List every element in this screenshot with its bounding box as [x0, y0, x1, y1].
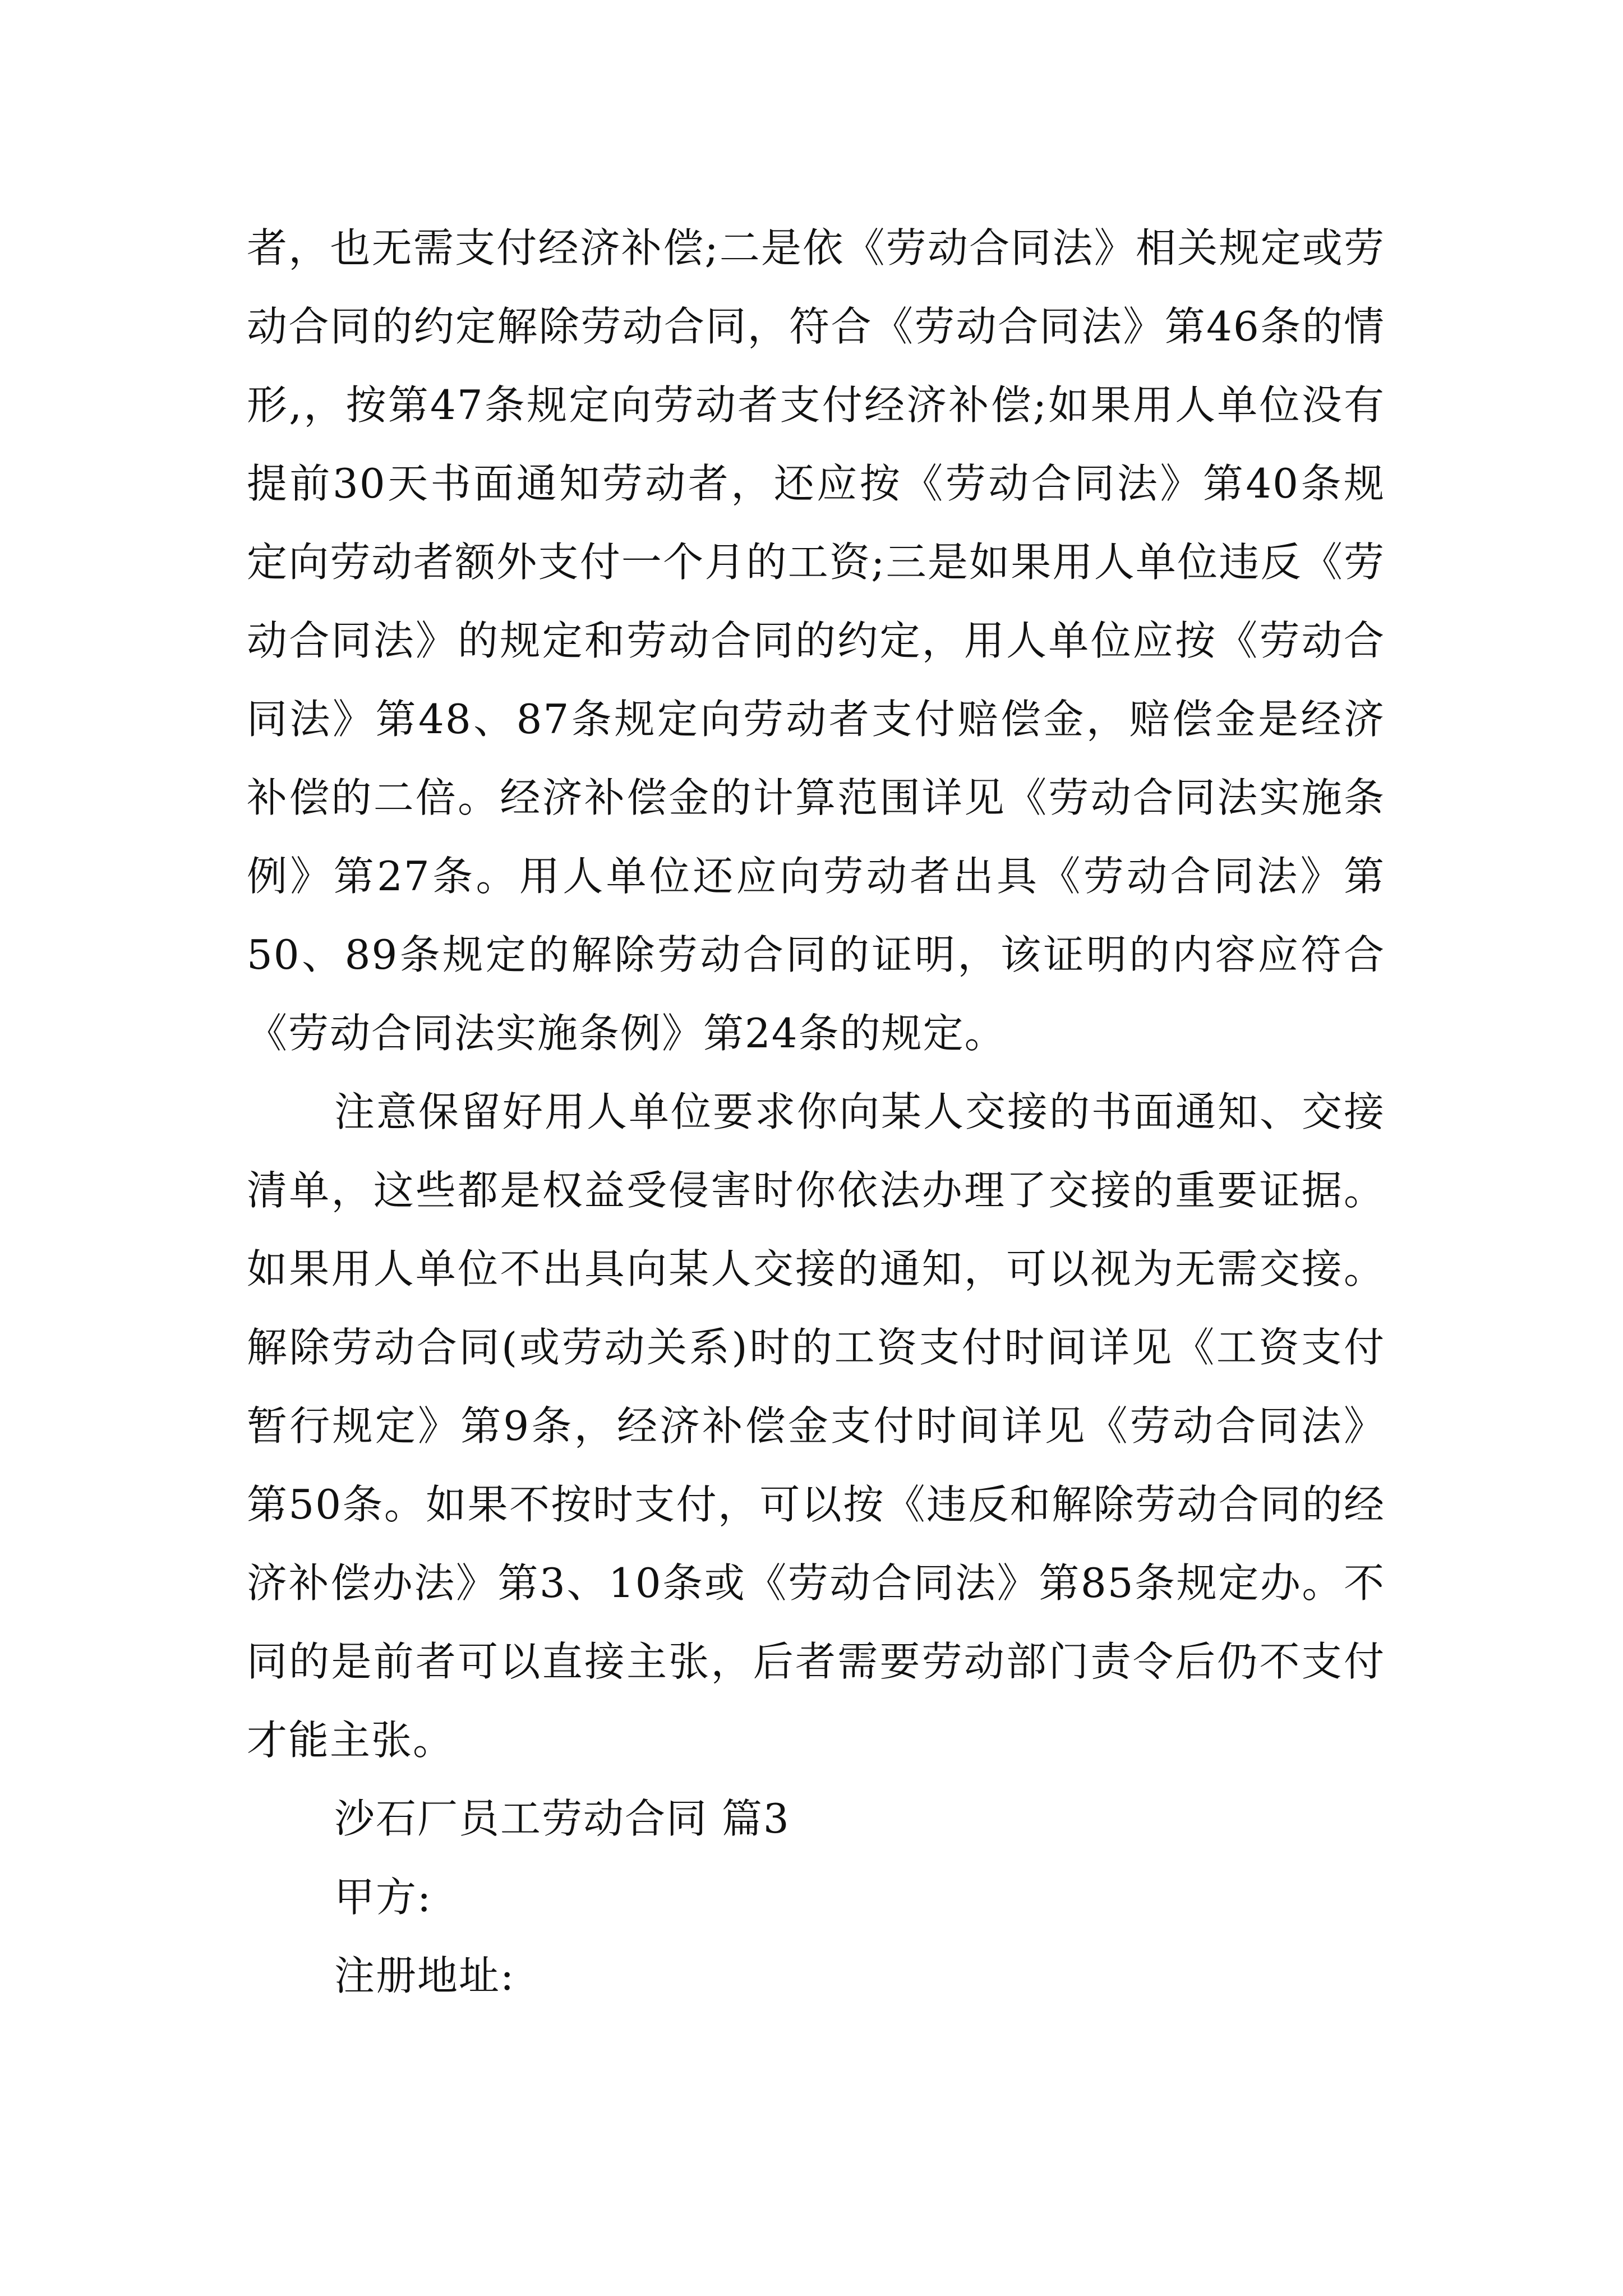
registered-address-label: 注册地址: — [334, 1952, 515, 1999]
document-body — [247, 209, 1385, 2015]
contract-heading: 沙石厂员工劳动合同 篇3 — [334, 1795, 790, 1842]
party-a-label: 甲方: — [334, 1874, 432, 1921]
paragraph-continued: 者，也无需支付经济补偿;二是依《劳动合同法》相关规定或劳动合同的约定解除劳动合同，符合《劳动合同法》第46条的情形,，按第47条规定向劳动者支付经济补偿;如果用人单位没有提前30天书面通知劳动者，还应按《劳动合同法》第40条规定向劳动者额外支付一个月的工资;三是如果用人单位违反《劳动合同法》的规定和劳动合同的约定，用人单位应按《劳动合同法》第48、87条规定向劳动者支付赔偿金，赔偿金是经济补偿的二倍。经济补偿金的计算范围详见《劳动合同法实施条例》第27条。用人单位还应向劳动者出具《劳动合同法》第50、89条规定的解除劳动合同的证明，该证明的内容应符合《劳动合同法实施条例》第24条的规定。 — [247, 224, 1385, 1057]
paragraph-handover-notice: 注意保留好用人单位要求你向某人交接的书面通知、交接清单，这些都是权益受侵害时你依法办理了交接的重要证据。如果用人单位不出具向某人交接的通知，可以视为无需交接。解除劳动合同(或劳动关系)时的工资支付时间详见《工资支付暂行规定》第9条，经济补偿金支付时间详见《劳动合同法》第50条。如果不按时支付，可以按《违反和解除劳动合同的经济补偿办法》第3、10条或《劳动合同法》第85条规定办。不同的是前者可以直接主张，后者需要劳动部门责令后仍不支付才能主张。 — [247, 1088, 1385, 1764]
